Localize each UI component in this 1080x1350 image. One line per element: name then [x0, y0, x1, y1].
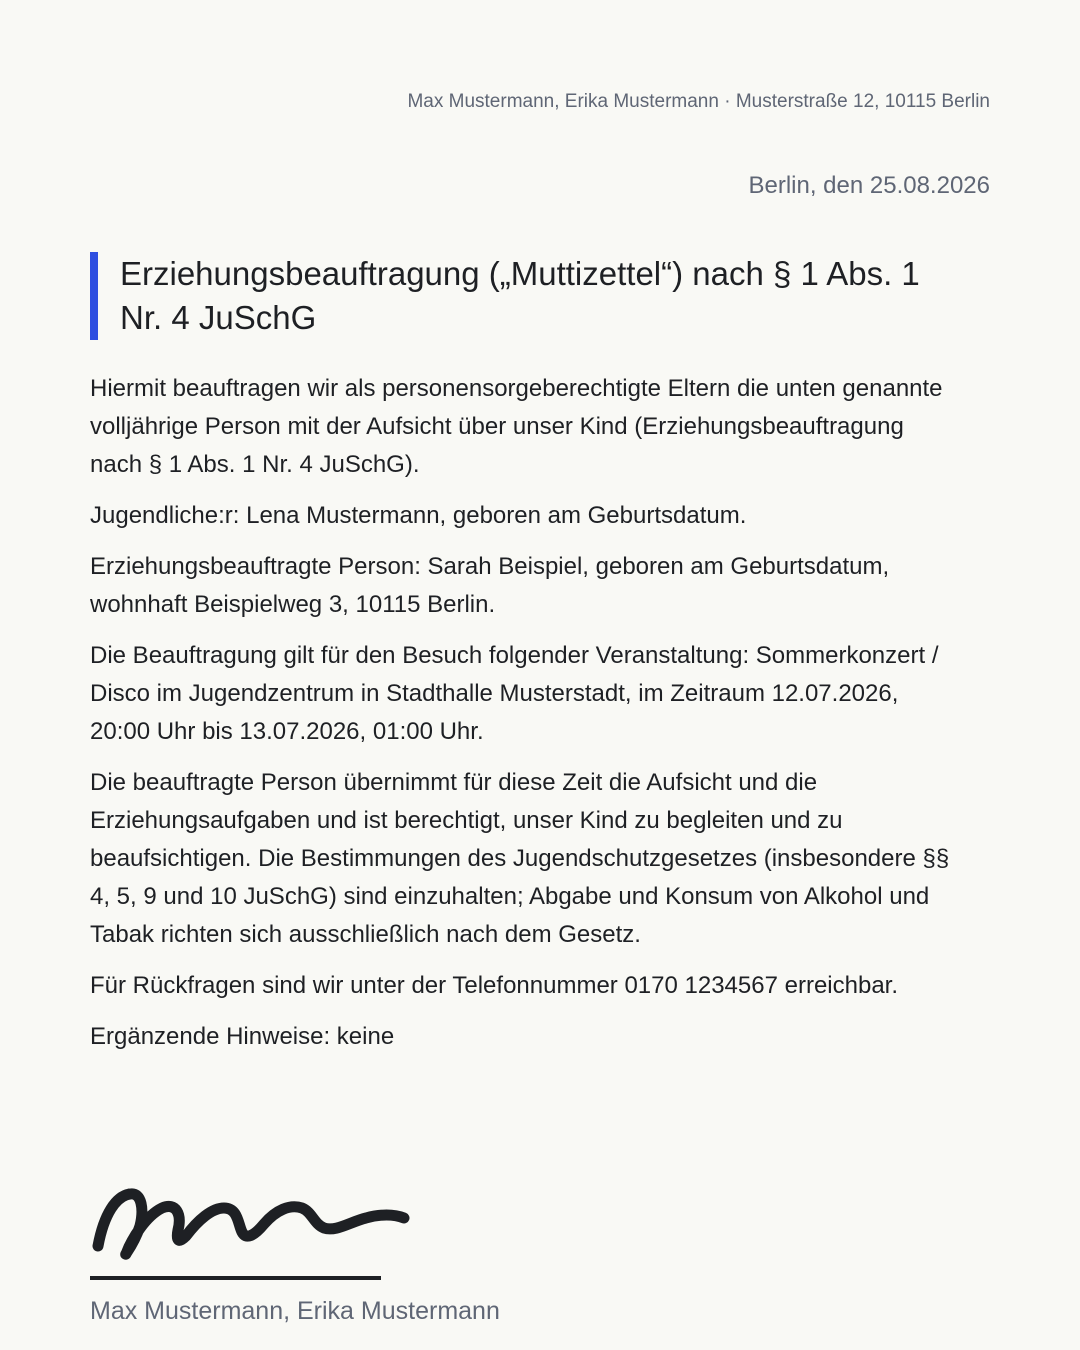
sender-address: Max Mustermann, Erika Mustermann · Musterstraße 12, 10115 Berlin	[407, 91, 990, 112]
notes-paragraph: Ergänzende Hinweise: keine	[90, 1023, 395, 1050]
guardian-paragraph: Erziehungsbeauftragte Person: Sarah Beispiel, geboren am Geburtsdatum, wohnhaft Beispielweg 3, 10115 Berlin.	[90, 553, 890, 618]
place-date: Berlin, den 25.08.2026	[748, 172, 990, 199]
intro-paragraph: Hiermit beauftragen wir als personensorgeberechtigte Eltern die unten genannte volljährige Person mit der Aufsicht über unser Kind (Erziehungsbeauftragung nach § 1 Abs. 1 Nr. 4 JuSchG).	[90, 375, 943, 478]
event-paragraph: Die Beauftragung gilt für den Besuch folgender Veranstaltung: Sommerkonzert / Disco im Jugendzentrum in Stadthalle Musterstadt, im Zeitraum 12.07.2026, 20:00 Uhr bis 13.07.2026, 01:00 Uhr.	[90, 642, 939, 745]
document-title: Erziehungsbeauftragung („Muttizettel“) nach § 1 Abs. 1 Nr. 4 JuSchG	[120, 255, 920, 336]
signature-line	[90, 1276, 381, 1280]
duties-paragraph: Die beauftragte Person übernimmt für diese Zeit die Aufsicht und die Erziehungsaufgaben und ist berechtigt, unser Kind zu begleiten und zu beaufsichtigen. Die Bestimmungen des Jugendschutzgesetzes (insbesondere §§ 4, 5, 9 und 10 JuSchG) sind einzuhalten; Abgabe und Konsum von Alkohol und Tabak richten sich ausschließlich nach dem Gesetz.	[90, 769, 950, 948]
title-block	[90, 252, 950, 340]
letter-page	[90, 0, 990, 1350]
letter-body	[90, 370, 950, 1069]
youth-paragraph: Jugendliche:r: Lena Mustermann, geboren am Geburtsdatum.	[90, 502, 747, 529]
signer-names: Max Mustermann, Erika Mustermann	[90, 1297, 500, 1325]
handwritten-signature	[90, 1178, 420, 1268]
contact-paragraph: Für Rückfragen sind wir unter der Telefonnummer 0170 1234567 erreichbar.	[90, 972, 899, 999]
